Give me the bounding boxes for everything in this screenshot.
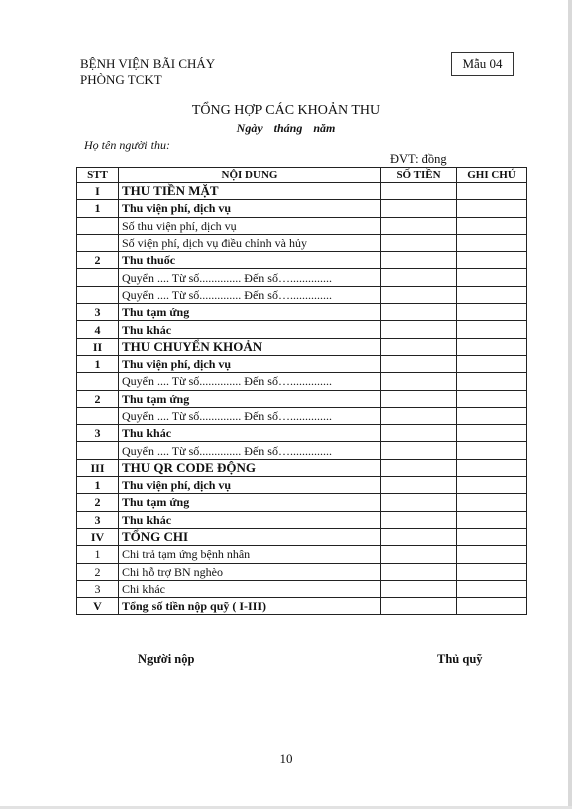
row-amount-cell[interactable] <box>381 563 457 580</box>
table-body <box>77 183 527 615</box>
row-note-cell[interactable] <box>457 407 527 424</box>
row-stt-cell <box>77 286 119 303</box>
department-name: PHÒNG TCKT <box>80 72 162 87</box>
row-content-cell: Chi khác <box>119 580 381 597</box>
table-header-row <box>77 168 527 183</box>
row-note-cell[interactable] <box>457 234 527 251</box>
row-content-cell: Số thu viện phí, dịch vụ <box>119 217 381 234</box>
row-amount-cell[interactable] <box>381 598 457 615</box>
row-amount-cell[interactable] <box>381 528 457 545</box>
row-amount-cell[interactable] <box>381 304 457 321</box>
row-note-cell[interactable] <box>457 425 527 442</box>
row-note-cell[interactable] <box>457 304 527 321</box>
page-number: 10 <box>279 751 293 766</box>
row-stt-cell: 3 <box>77 425 119 442</box>
row-content-cell: Thu khác <box>119 425 381 442</box>
table-row <box>77 217 527 234</box>
table-row <box>77 183 527 200</box>
row-amount-cell[interactable] <box>381 494 457 511</box>
row-note-cell[interactable] <box>457 580 527 597</box>
table-row <box>77 546 527 563</box>
table-row <box>77 286 527 303</box>
row-stt-cell: 4 <box>77 321 119 338</box>
row-stt-cell: 1 <box>77 546 119 563</box>
table-row <box>77 563 527 580</box>
document-title: TỔNG HỢP CÁC KHOẢN THU <box>191 103 381 118</box>
row-content-cell: Thu khác <box>119 511 381 528</box>
row-content-cell: TỔNG CHI <box>119 528 381 545</box>
row-stt-cell: 3 <box>77 580 119 597</box>
table-row <box>77 338 527 355</box>
table-row <box>77 459 527 476</box>
row-amount-cell[interactable] <box>381 407 457 424</box>
row-stt-cell: 3 <box>77 304 119 321</box>
row-note-cell[interactable] <box>457 286 527 303</box>
column-header-content: NỘI DUNG <box>119 168 381 183</box>
row-note-cell[interactable] <box>457 494 527 511</box>
row-amount-cell[interactable] <box>381 477 457 494</box>
organization-header <box>80 56 215 88</box>
row-stt-cell <box>77 234 119 251</box>
row-note-cell[interactable] <box>457 338 527 355</box>
row-amount-cell[interactable] <box>381 580 457 597</box>
table-row <box>77 355 527 372</box>
row-note-cell[interactable] <box>457 528 527 545</box>
row-note-cell[interactable] <box>457 598 527 615</box>
row-note-cell[interactable] <box>457 546 527 563</box>
table-row <box>77 494 527 511</box>
row-content-cell: Thu tạm ứng <box>119 304 381 321</box>
row-stt-cell: I <box>77 183 119 200</box>
row-stt-cell: 2 <box>77 252 119 269</box>
row-content-cell: Thu tạm ứng <box>119 494 381 511</box>
row-stt-cell: III <box>77 459 119 476</box>
row-note-cell[interactable] <box>457 373 527 390</box>
row-note-cell[interactable] <box>457 217 527 234</box>
organization-name: BỆNH VIỆN BÃI CHÁY <box>80 56 216 71</box>
row-stt-cell <box>77 373 119 390</box>
row-amount-cell[interactable] <box>381 442 457 459</box>
row-content-cell: Thu viện phí, dịch vụ <box>119 355 381 372</box>
row-note-cell[interactable] <box>457 183 527 200</box>
table-row <box>77 234 527 251</box>
row-amount-cell[interactable] <box>381 183 457 200</box>
row-stt-cell: 2 <box>77 390 119 407</box>
row-note-cell[interactable] <box>457 355 527 372</box>
row-content-cell: Quyển .... Từ số.............. Đến số….............. <box>119 373 381 390</box>
row-content-cell: Quyển .... Từ số.............. Đến số….............. <box>119 442 381 459</box>
table-row <box>77 442 527 459</box>
row-content-cell: Thu tạm ứng <box>119 390 381 407</box>
row-content-cell: Thu khác <box>119 321 381 338</box>
row-content-cell: Thu viện phí, dịch vụ <box>119 477 381 494</box>
table-row <box>77 390 527 407</box>
row-amount-cell[interactable] <box>381 425 457 442</box>
row-amount-cell[interactable] <box>381 355 457 372</box>
table-row <box>77 511 527 528</box>
row-content-cell: Quyển .... Từ số.............. Đến số….............. <box>119 269 381 286</box>
row-content-cell: Quyển .... Từ số.............. Đến số….............. <box>119 407 381 424</box>
row-stt-cell: V <box>77 598 119 615</box>
row-amount-cell[interactable] <box>381 459 457 476</box>
row-stt-cell <box>77 442 119 459</box>
row-stt-cell: IV <box>77 528 119 545</box>
row-amount-cell[interactable] <box>381 200 457 217</box>
row-amount-cell[interactable] <box>381 511 457 528</box>
row-content-cell: Tổng số tiền nộp quỹ ( I-III) <box>119 598 381 615</box>
row-note-cell[interactable] <box>457 269 527 286</box>
table-row <box>77 407 527 424</box>
column-header-stt: STT <box>77 168 119 183</box>
payer-signature-label: Người nộp <box>138 652 195 666</box>
row-note-cell[interactable] <box>457 477 527 494</box>
row-stt-cell: 1 <box>77 477 119 494</box>
row-amount-cell[interactable] <box>381 217 457 234</box>
row-note-cell[interactable] <box>457 563 527 580</box>
row-stt-cell <box>77 407 119 424</box>
row-amount-cell[interactable] <box>381 269 457 286</box>
table-row <box>77 598 527 615</box>
table-row <box>77 477 527 494</box>
row-stt-cell: 1 <box>77 355 119 372</box>
table-row <box>77 373 527 390</box>
row-content-cell: Thu viện phí, dịch vụ <box>119 200 381 217</box>
form-code-box: Mẫu 04 <box>451 52 514 76</box>
table-row <box>77 200 527 217</box>
table-row <box>77 269 527 286</box>
row-stt-cell <box>77 217 119 234</box>
row-stt-cell: 2 <box>77 563 119 580</box>
table-row <box>77 252 527 269</box>
row-stt-cell: 1 <box>77 200 119 217</box>
row-content-cell: Số viện phí, dịch vụ điều chỉnh và hủy <box>119 234 381 251</box>
table-row <box>77 321 527 338</box>
row-note-cell[interactable] <box>457 200 527 217</box>
row-stt-cell <box>77 269 119 286</box>
row-stt-cell: II <box>77 338 119 355</box>
row-content-cell: THU QR CODE ĐỘNG <box>119 459 381 476</box>
row-note-cell[interactable] <box>457 511 527 528</box>
row-note-cell[interactable] <box>457 321 527 338</box>
row-amount-cell[interactable] <box>381 373 457 390</box>
row-content-cell: Quyển .... Từ số.............. Đến số….............. <box>119 286 381 303</box>
column-header-amount: SỐ TIỀN <box>381 168 457 183</box>
row-content-cell: Chi hỗ trợ BN nghèo <box>119 563 381 580</box>
row-content-cell: THU TIỀN MẶT <box>119 183 381 200</box>
table-row <box>77 580 527 597</box>
row-note-cell[interactable] <box>457 459 527 476</box>
document-date-line: Ngày tháng năm <box>236 121 336 135</box>
row-amount-cell[interactable] <box>381 390 457 407</box>
row-content-cell: Thu thuốc <box>119 252 381 269</box>
row-content-cell: THU CHUYỂN KHOẢN <box>119 338 381 355</box>
cashier-signature-label: Thủ quỹ <box>437 652 483 666</box>
table-row <box>77 528 527 545</box>
row-note-cell[interactable] <box>457 442 527 459</box>
row-amount-cell[interactable] <box>381 338 457 355</box>
row-amount-cell[interactable] <box>381 234 457 251</box>
row-content-cell: Chi trả tạm ứng bệnh nhân <box>119 546 381 563</box>
row-stt-cell: 3 <box>77 511 119 528</box>
row-amount-cell[interactable] <box>381 321 457 338</box>
column-header-note: GHI CHÚ <box>457 168 527 183</box>
currency-unit-label: ĐVT: đồng <box>390 152 447 166</box>
row-amount-cell[interactable] <box>381 252 457 269</box>
table-row <box>77 425 527 442</box>
receiver-name-label: Họ tên người thu: <box>84 138 170 152</box>
row-amount-cell[interactable] <box>381 546 457 563</box>
row-note-cell[interactable] <box>457 252 527 269</box>
table-row <box>77 304 527 321</box>
row-stt-cell: 2 <box>77 494 119 511</box>
row-note-cell[interactable] <box>457 390 527 407</box>
row-amount-cell[interactable] <box>381 286 457 303</box>
revenue-summary-table <box>76 167 527 615</box>
